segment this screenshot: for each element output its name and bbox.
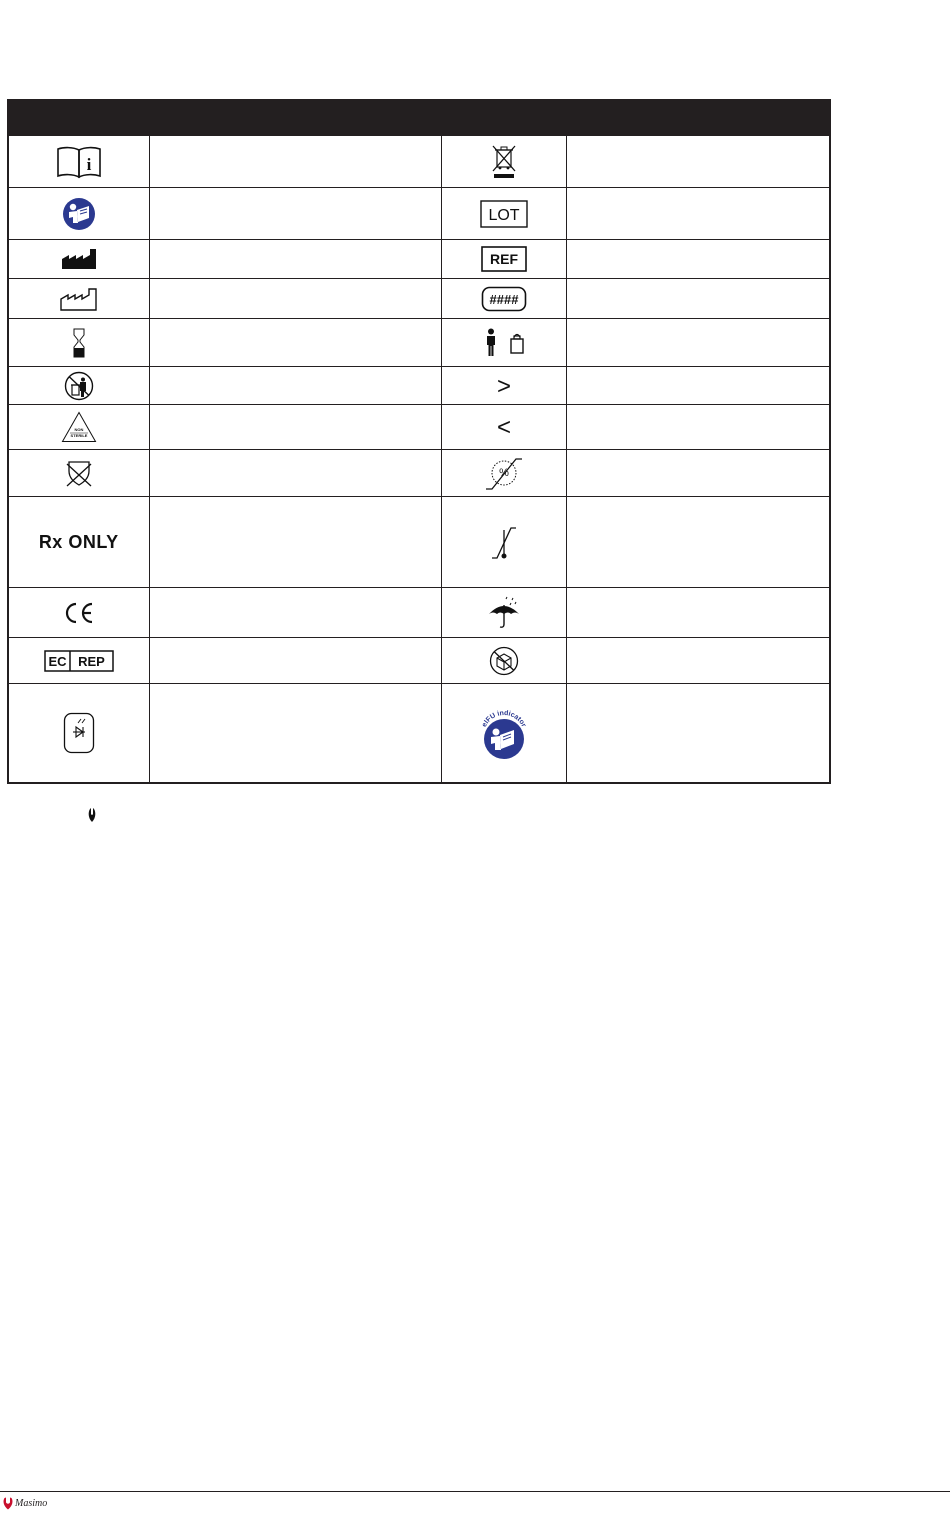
consult-instructions-icon <box>56 145 102 179</box>
description-cell <box>149 136 441 188</box>
less-than-icon <box>494 415 514 439</box>
weee-disposal-icon <box>490 144 518 180</box>
description-cell <box>149 240 441 279</box>
symbol-cell <box>441 188 566 240</box>
serial-text: #### <box>489 291 518 307</box>
description-cell <box>566 497 830 588</box>
description-cell <box>566 450 830 497</box>
description-cell <box>566 405 830 450</box>
greater-than-icon <box>494 374 514 398</box>
description-cell <box>566 588 830 638</box>
table-row <box>8 188 830 240</box>
symbol-cell <box>441 450 566 497</box>
serial-number-icon <box>481 286 527 312</box>
symbol-cell <box>8 136 149 188</box>
table-row <box>8 136 830 188</box>
symbol-cell <box>8 405 149 450</box>
ce-mark-icon <box>61 601 97 625</box>
non-sterile-icon <box>61 411 97 443</box>
ec-text: EC <box>48 653 67 669</box>
description-cell <box>566 240 830 279</box>
description-cell <box>566 188 830 240</box>
symbol-cell <box>441 240 566 279</box>
table-row <box>8 684 830 783</box>
symbol-cell <box>441 405 566 450</box>
table-row <box>8 450 830 497</box>
table-row <box>8 405 830 450</box>
header-description-left <box>149 100 441 136</box>
description-cell <box>566 684 830 783</box>
temperature-limit-icon <box>489 522 519 562</box>
symbol-cell <box>441 588 566 638</box>
description-cell <box>566 319 830 367</box>
table-row <box>8 497 830 588</box>
header-symbol-right <box>441 100 566 136</box>
table-row <box>8 240 830 279</box>
description-cell <box>149 497 441 588</box>
description-cell <box>149 684 441 783</box>
symbol-cell <box>8 684 149 783</box>
footer-logo <box>2 1495 47 1511</box>
description-cell <box>149 279 441 319</box>
symbol-cell <box>441 319 566 367</box>
table-row <box>8 319 830 367</box>
optical-emission-icon <box>63 712 95 754</box>
description-cell <box>149 367 441 405</box>
description-cell <box>149 188 441 240</box>
description-cell <box>566 638 830 684</box>
symbol-cell <box>8 367 149 405</box>
do-not-reuse-icon <box>64 371 94 401</box>
symbol-cell <box>441 497 566 588</box>
body-weight-icon <box>480 328 528 358</box>
ref-text: REF <box>489 251 518 267</box>
symbol-cell <box>8 450 149 497</box>
symbol-cell <box>441 638 566 684</box>
description-cell <box>566 279 830 319</box>
less-text: < <box>496 415 511 439</box>
use-by-hourglass-icon <box>72 328 86 358</box>
efu-indicator-icon <box>476 705 532 761</box>
symbol-cell <box>8 638 149 684</box>
efu-text: eIFU indicator <box>480 709 527 729</box>
table-row <box>8 588 830 638</box>
lot-code-icon <box>480 200 528 228</box>
symbol-cell <box>441 136 566 188</box>
symbol-cell <box>8 588 149 638</box>
symbol-cell <box>441 367 566 405</box>
description-cell <box>566 367 830 405</box>
symbol-cell <box>8 319 149 367</box>
percent-text: % <box>498 467 509 479</box>
do-not-use-if-damaged-icon <box>489 646 519 676</box>
follow-instructions-icon <box>62 197 96 231</box>
symbols-table <box>7 99 831 784</box>
symbol-cell <box>441 684 566 783</box>
symbol-cell <box>8 240 149 279</box>
greater-text: > <box>496 373 511 398</box>
masimo-mark-icon <box>87 807 97 823</box>
non-sterile-line1: NON <box>74 427 84 432</box>
table-row <box>8 367 830 405</box>
date-of-manufacture-icon <box>60 287 98 311</box>
header-description-right <box>566 100 830 136</box>
description-cell <box>566 136 830 188</box>
symbol-cell <box>8 188 149 240</box>
masimo-wordmark: Masimo <box>15 1497 48 1509</box>
description-cell <box>149 588 441 638</box>
ec-rep-icon <box>44 650 114 672</box>
symbol-cell <box>441 279 566 319</box>
symbol-cell <box>8 279 149 319</box>
not-latex-icon <box>64 458 94 488</box>
description-cell <box>149 405 441 450</box>
table-row <box>8 279 830 319</box>
symbol-cell <box>8 497 149 588</box>
table-row <box>8 638 830 684</box>
keep-dry-icon <box>486 596 522 630</box>
lot-text: LOT <box>487 206 520 224</box>
svg-text:i: i <box>86 154 92 174</box>
description-cell <box>149 638 441 684</box>
description-cell <box>149 450 441 497</box>
description-cell <box>149 319 441 367</box>
humidity-limit-icon <box>484 455 524 491</box>
rep-text: REP <box>77 653 105 669</box>
non-sterile-line2: STERILE <box>70 433 88 438</box>
table-header-row <box>8 100 830 136</box>
masimo-logo-icon <box>2 1497 14 1510</box>
manufacturer-icon <box>61 248 97 270</box>
ref-catalog-icon <box>481 246 527 272</box>
rx-only-label: Rx ONLY <box>38 531 119 552</box>
footer-rule <box>0 1491 950 1492</box>
header-symbol-left <box>8 100 149 136</box>
